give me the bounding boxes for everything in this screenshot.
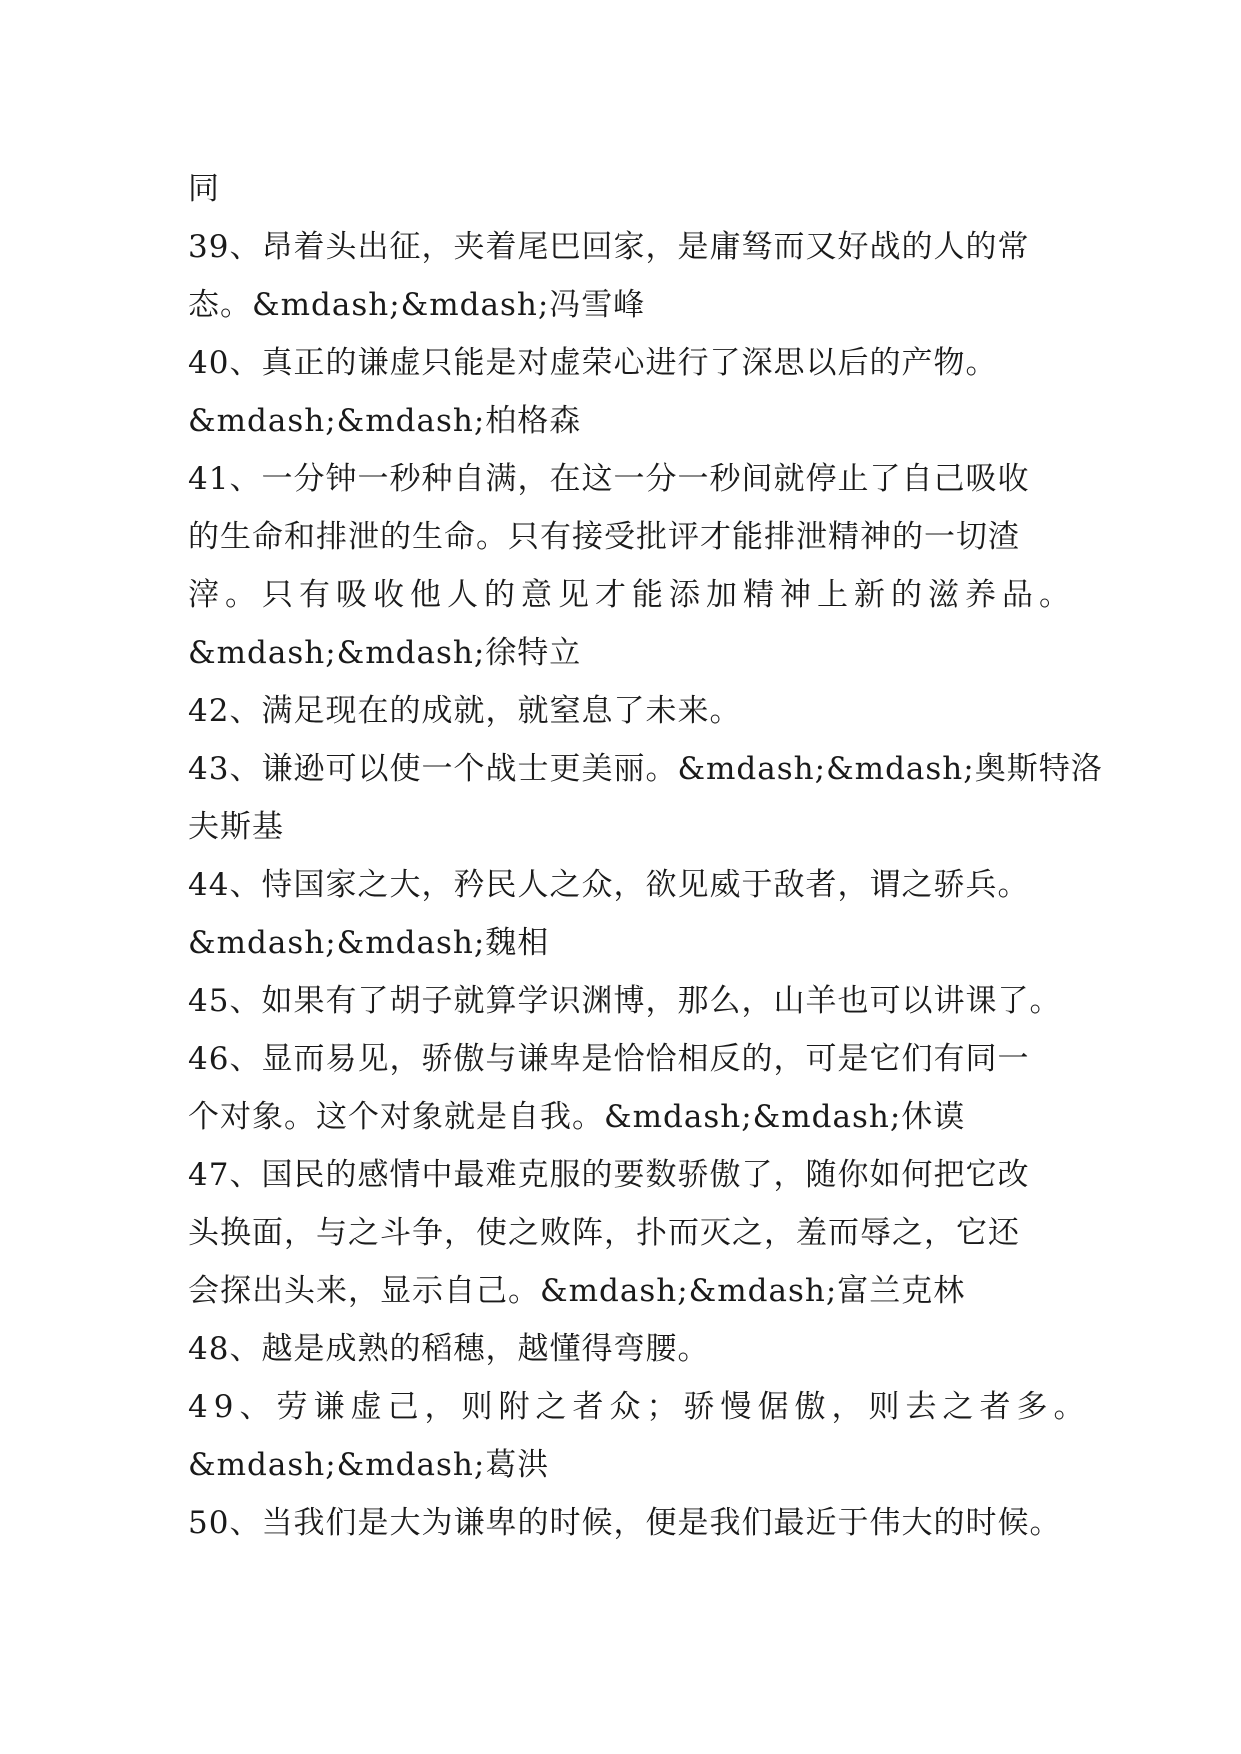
text-line: 夫斯基: [188, 809, 284, 845]
text-line: &mdash;&mdash;魏相: [188, 925, 550, 961]
text-line: 会探出头来，显示自己。&mdash;&mdash;富兰克林: [188, 1273, 966, 1309]
text-line: 47、国民的感情中最难克服的要数骄傲了，随你如何把它改: [188, 1157, 1030, 1193]
quotes-text-block: [188, 160, 1103, 1552]
text-line: 滓。只有吸收他人的意见才能添加精神上新的滋养品。: [188, 577, 1076, 613]
text-line: 43、谦逊可以使一个战士更美丽。&mdash;&mdash;奥斯特洛: [188, 751, 1103, 787]
text-line: 同: [188, 171, 220, 207]
text-line: 42、满足现在的成就，就窒息了未来。: [188, 693, 742, 729]
text-line: 的生命和排泄的生命。只有接受批评才能排泄精神的一切渣: [188, 519, 1020, 555]
text-line: 个对象。这个对象就是自我。&mdash;&mdash;休谟: [188, 1099, 966, 1135]
text-line: 49、劳谦虚己，则附之者众；骄慢倨傲，则去之者多。: [188, 1389, 1091, 1425]
text-line: 46、显而易见，骄傲与谦卑是恰恰相反的，可是它们有同一: [188, 1041, 1030, 1077]
text-line: 44、恃国家之大，矜民人之众，欲见威于敌者，谓之骄兵。: [188, 867, 1030, 903]
text-line: &mdash;&mdash;徐特立: [188, 635, 582, 671]
text-line: &mdash;&mdash;柏格森: [188, 403, 582, 439]
text-line: 头换面，与之斗争，使之败阵，扑而灭之，羞而辱之，它还: [188, 1215, 1020, 1251]
text-line: &mdash;&mdash;葛洪: [188, 1447, 550, 1483]
text-line: 41、一分钟一秒种自满，在这一分一秒间就停止了自己吸收: [188, 461, 1030, 497]
text-line: 态。&mdash;&mdash;冯雪峰: [188, 287, 646, 323]
text-line: 39、昂着头出征，夹着尾巴回家，是庸驽而又好战的人的常: [188, 229, 1030, 265]
text-line: 45、如果有了胡子就算学识渊博，那么，山羊也可以讲课了。: [188, 983, 1062, 1019]
text-line: 50、当我们是大为谦卑的时候，便是我们最近于伟大的时候。: [188, 1505, 1062, 1541]
text-line: 48、越是成熟的稻穗，越懂得弯腰。: [188, 1331, 710, 1367]
text-line: 40、真正的谦虚只能是对虚荣心进行了深思以后的产物。: [188, 345, 998, 381]
